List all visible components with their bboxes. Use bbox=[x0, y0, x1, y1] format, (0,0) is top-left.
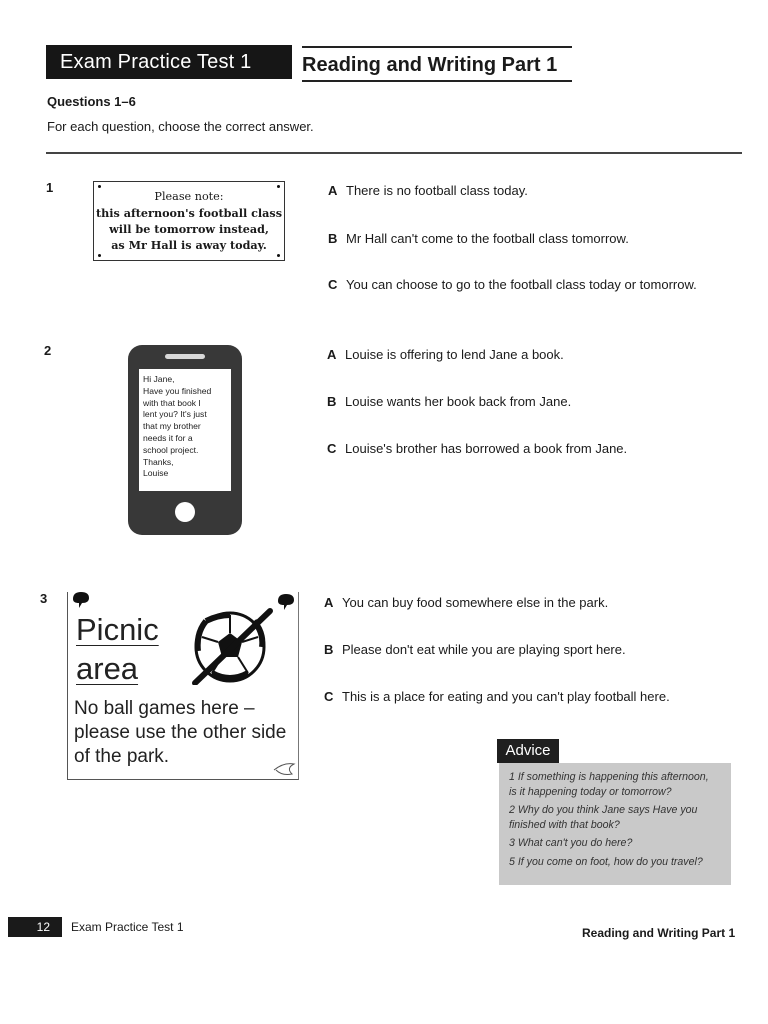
questions-range: Questions 1–6 bbox=[47, 94, 136, 109]
phone-speaker bbox=[165, 354, 205, 359]
option-text: This is a place for eating and you can't play football here. bbox=[342, 689, 670, 704]
question-1-number: 1 bbox=[46, 180, 54, 195]
notice-line: will be tomorrow instead, bbox=[109, 222, 269, 236]
section-title: Reading and Writing Part 1 bbox=[302, 46, 572, 82]
pin-icon bbox=[98, 185, 101, 188]
message-line: needs it for a bbox=[143, 432, 193, 443]
message-line: Thanks, bbox=[143, 456, 174, 467]
option-text: You can buy food somewhere else in the park. bbox=[342, 595, 609, 610]
pin-icon bbox=[98, 254, 101, 257]
question-2-number: 2 bbox=[44, 343, 52, 358]
divider bbox=[46, 152, 742, 154]
message-line: Have you finished bbox=[143, 385, 212, 396]
test-title: Exam Practice Test 1 bbox=[46, 45, 292, 79]
message-line: that my brother bbox=[143, 421, 201, 432]
option-letter: C bbox=[327, 441, 337, 456]
notice-line: this afternoon's football class bbox=[95, 206, 283, 220]
option-1a[interactable] bbox=[328, 183, 528, 198]
option-1b[interactable] bbox=[328, 231, 629, 246]
advice-tip: 5 If you come on foot, how do you travel? bbox=[509, 855, 703, 868]
option-text: You can choose to go to the football class today or tomorrow. bbox=[346, 277, 697, 292]
sign-text: No ball games here – bbox=[74, 698, 255, 719]
notice-line: Please note: bbox=[154, 190, 224, 203]
option-text: Louise's brother has borrowed a book from Jane. bbox=[345, 441, 628, 456]
option-text: Mr Hall can't come to the football class tomorrow. bbox=[346, 231, 629, 246]
option-3c[interactable] bbox=[324, 689, 670, 704]
option-3b[interactable] bbox=[324, 642, 626, 657]
option-text: Please don't eat while you are playing sport here. bbox=[342, 642, 626, 657]
advice-tip: 2 Why do you think Jane says Have you bbox=[509, 804, 698, 816]
option-2a[interactable] bbox=[327, 347, 564, 362]
home-button bbox=[175, 502, 195, 522]
option-letter: A bbox=[327, 347, 337, 362]
option-text: Louise wants her book back from Jane. bbox=[345, 394, 572, 409]
notice-line: as Mr Hall is away today. bbox=[111, 238, 267, 252]
message-line: with that book I bbox=[143, 397, 201, 408]
question-3-number: 3 bbox=[40, 591, 48, 606]
option-letter: A bbox=[328, 183, 338, 198]
advice-tip: is it happening today or tomorrow? bbox=[509, 785, 672, 798]
option-text: Louise is offering to lend Jane a book. bbox=[345, 347, 564, 362]
footer-right: Reading and Writing Part 1 bbox=[582, 926, 736, 940]
pin-icon bbox=[277, 185, 280, 188]
message-line: school project. bbox=[143, 444, 199, 455]
sign-title: Picnic bbox=[76, 612, 159, 647]
pin-icon bbox=[277, 254, 280, 257]
message-line: Louise bbox=[143, 468, 169, 479]
advice-tip: 1 If something is happening this afternoon, bbox=[509, 771, 709, 783]
option-letter: B bbox=[327, 394, 337, 409]
footer-left: Exam Practice Test 1 bbox=[71, 920, 184, 934]
advice-label: Advice bbox=[497, 739, 559, 763]
option-3a[interactable] bbox=[324, 595, 608, 610]
option-1c[interactable] bbox=[328, 277, 697, 292]
advice-tip: finished with that book? bbox=[509, 818, 620, 831]
sign-title: area bbox=[76, 651, 139, 686]
no-football-icon bbox=[190, 607, 274, 685]
notice-card bbox=[93, 181, 285, 261]
text-message bbox=[139, 369, 231, 491]
message-line: lent you? It's just bbox=[143, 409, 207, 420]
page-number: 12 bbox=[8, 917, 62, 937]
option-letter: C bbox=[328, 277, 338, 292]
option-letter: A bbox=[324, 595, 334, 610]
message-line: Hi Jane, bbox=[143, 374, 175, 384]
advice-box bbox=[499, 763, 731, 885]
pin-icon bbox=[276, 593, 296, 611]
option-letter: B bbox=[324, 642, 334, 657]
option-letter: C bbox=[324, 689, 334, 704]
instruction-text: For each question, choose the correct answer. bbox=[47, 119, 314, 134]
sign-text: please use the other side bbox=[74, 722, 287, 743]
pin-icon bbox=[71, 591, 91, 609]
curled-corner-icon bbox=[272, 760, 296, 778]
sign-text: of the park. bbox=[74, 746, 170, 767]
option-2c[interactable] bbox=[327, 441, 627, 456]
phone-icon bbox=[128, 345, 242, 535]
option-letter: B bbox=[328, 231, 338, 246]
advice-tip: 3 What can't you do here? bbox=[509, 837, 633, 849]
option-text: There is no football class today. bbox=[346, 183, 528, 198]
option-2b[interactable] bbox=[327, 394, 571, 409]
